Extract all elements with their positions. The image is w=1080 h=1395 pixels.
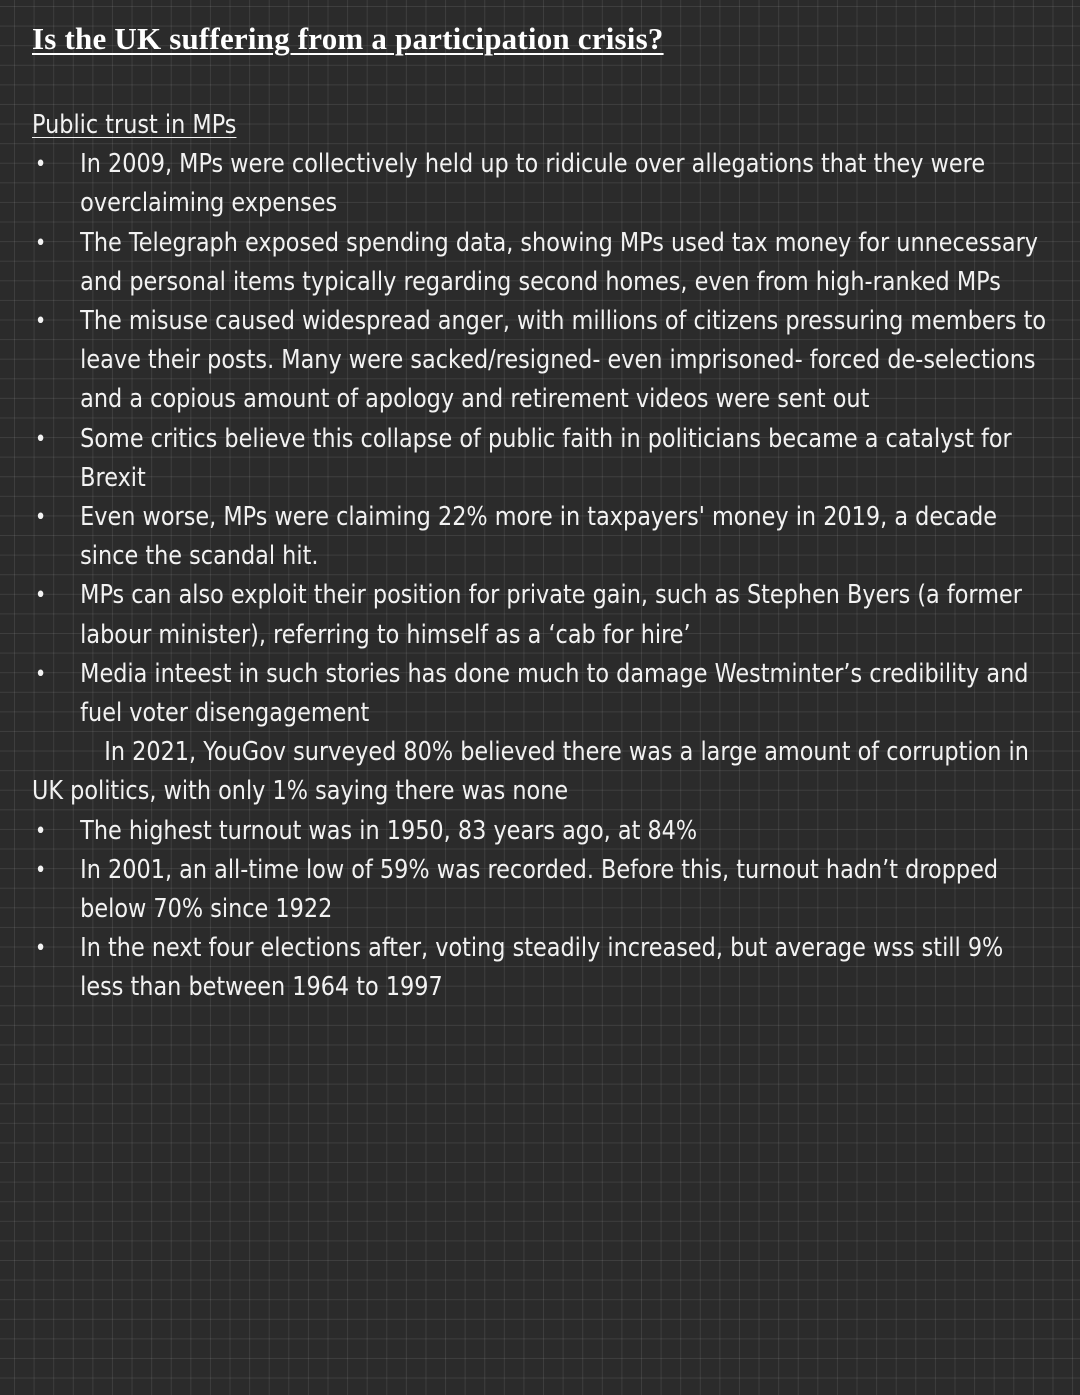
bullet-icon: • — [35, 857, 47, 883]
list-item-text: In 2001, an all-time low of 59% was recorded. Before this, turnout hadn’t dropped below 70% since 1922 — [80, 854, 999, 925]
list-item-text: Media inteest in such stories has done much to damage Westminter’s credibility and fuel voter disengagement — [80, 658, 1029, 729]
spacer — [32, 64, 1052, 106]
list-item — [32, 302, 1047, 420]
note-page — [32, 14, 1052, 1008]
list-item-text: The misuse caused widespread anger, with millions of citizens pressuring members to leave their posts. Many were sacked/resigned- even imprisoned- forced de-selections and a copious amount of apology and retirement videos were sent out — [80, 306, 1047, 415]
list-item — [32, 929, 1047, 1007]
bullet-icon: • — [35, 583, 47, 609]
list-item-text: In the next four elections after, voting steadily increased, but average wss still 9% less than between 1964 to 1997 — [80, 933, 1004, 1003]
section-heading: Public trust in MPs — [32, 110, 237, 140]
list-item-text: Some critics believe this collapse of public faith in politicians became a catalyst for Brexit — [80, 423, 1012, 493]
list-item — [32, 655, 1047, 733]
notes-body — [32, 106, 1047, 1008]
bullet-list-turnout — [32, 812, 1047, 1008]
bullet-icon: • — [35, 818, 47, 844]
list-item-text: MPs can also exploit their position for private gain, such as Stephen Byers (a former labour minister), referring to himself as a ‘cab for hire’ — [80, 580, 1022, 650]
list-item — [32, 145, 1047, 223]
bullet-icon: • — [35, 426, 47, 452]
list-item-text: In 2009, MPs were collectively held up to ridicule over allegations that they were overclaiming expenses — [80, 149, 986, 219]
list-item-text: The highest turnout was in 1950, 83 years ago, at 84% — [80, 815, 698, 846]
bullet-icon: • — [35, 661, 47, 687]
list-item — [32, 812, 1047, 851]
list-item — [32, 498, 1047, 576]
bullet-icon: • — [35, 505, 47, 531]
list-item — [32, 851, 1047, 929]
list-item-text: Even worse, MPs were claiming 22% more in taxpayers' money in 2019, a decade since the scandal hit. — [80, 502, 998, 572]
list-item — [32, 576, 1047, 654]
list-item — [32, 420, 1047, 498]
bullet-list-trust — [32, 145, 1047, 733]
bullet-icon: • — [35, 936, 47, 962]
yougov-paragraph: In 2021, YouGov surveyed 80% believed there was a large amount of corruption in UK politics, with only 1% saying there was none — [32, 737, 1029, 807]
bullet-icon: • — [35, 309, 47, 335]
list-item — [32, 224, 1047, 302]
bullet-icon: • — [35, 152, 47, 178]
page-title: Is the UK suffering from a participation crisis? — [32, 21, 664, 56]
bullet-icon: • — [35, 230, 47, 256]
list-item-text: The Telegraph exposed spending data, showing MPs used tax money for unnecessary and personal items typically regarding second homes, even from high-ranked MPs — [80, 227, 1039, 297]
